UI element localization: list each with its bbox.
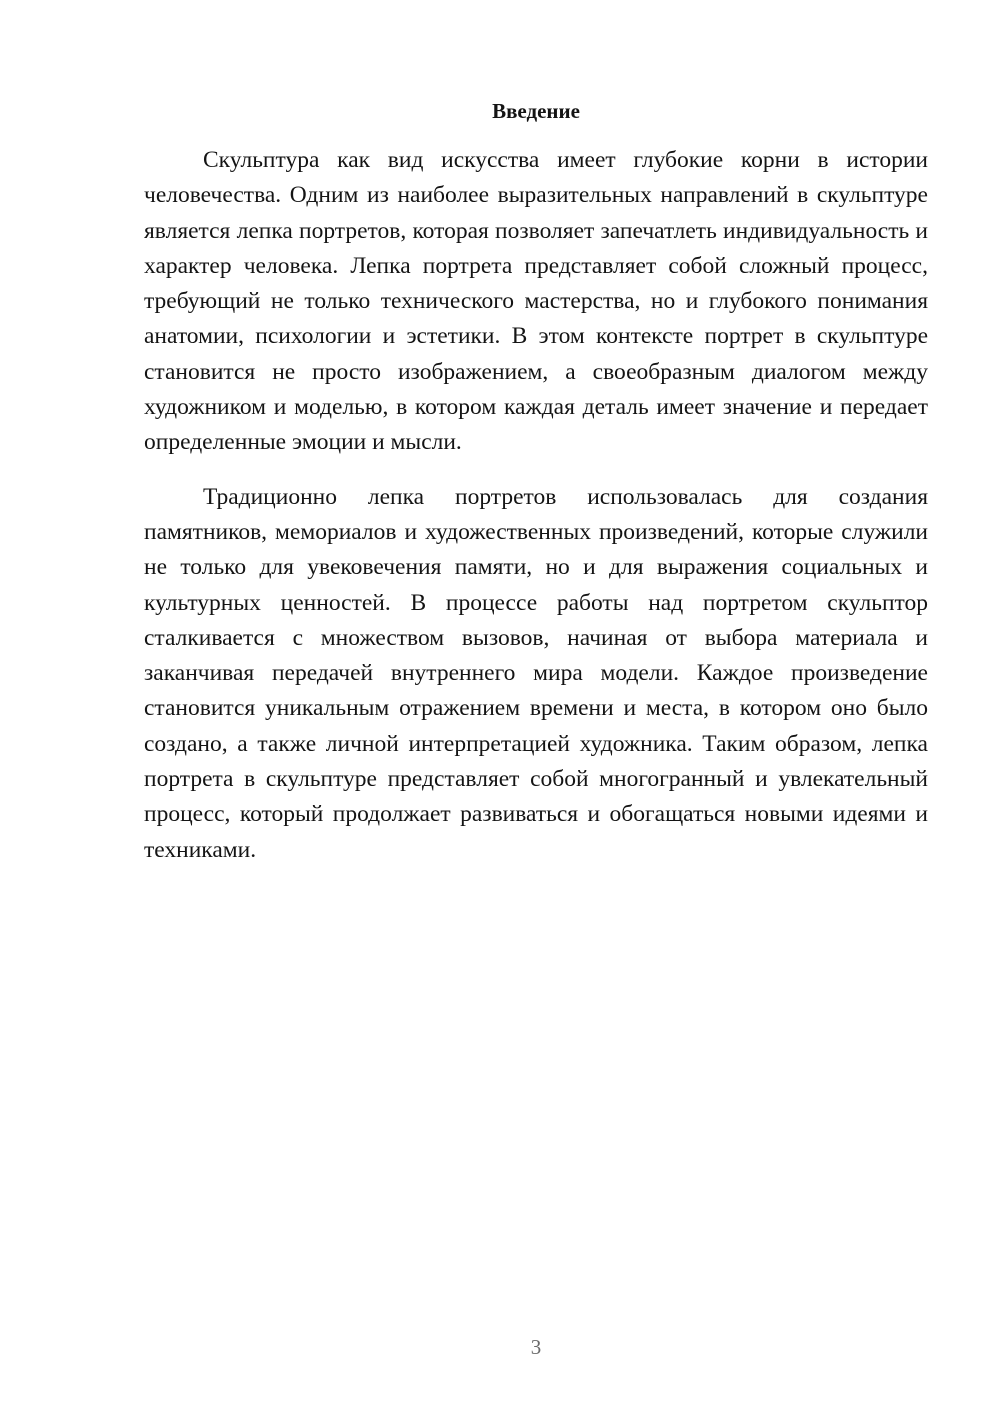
paragraph-1: Скульптура как вид искусства имеет глубокие корни в истории человечества. Одним из наиболее выразительных направлений в скульптуре является лепка портретов, которая позволяет запечатлеть индивидуальность и характер человека. Лепка портрета представляет собой сложный процесс, требующий не только технического мастерства, но и глубокого понимания анатомии, психологии и эстетики. В этом контексте портрет в скульптуре становится не просто изображением, а своеобразным диалогом между художником и моделью, в котором каждая деталь имеет значение и передает определенные эмоции и мысли. (144, 147, 928, 456)
document-body (144, 143, 928, 868)
paragraph-2: Традиционно лепка портретов использовалась для создания памятников, мемориалов и художественных произведений, которые служили не только для увековечения памяти, но и для выражения социальных и культурных ценностей. В процессе работы над портретом скульптор сталкивается с множеством вызовов, начиная от выбора материала и заканчивая передачей внутреннего мира модели. Каждое произведение становится уникальным отражением времени и места, в котором оно было создано, а также личной интерпретацией художника. Таким образом, лепка портрета в скульптуре представляет собой многогранный и увлекательный процесс, который продолжает развиваться и обогащаться новыми идеями и техниками. (144, 483, 928, 863)
section-title: Введение (492, 99, 580, 123)
page-number: 3 (530, 1335, 542, 1359)
